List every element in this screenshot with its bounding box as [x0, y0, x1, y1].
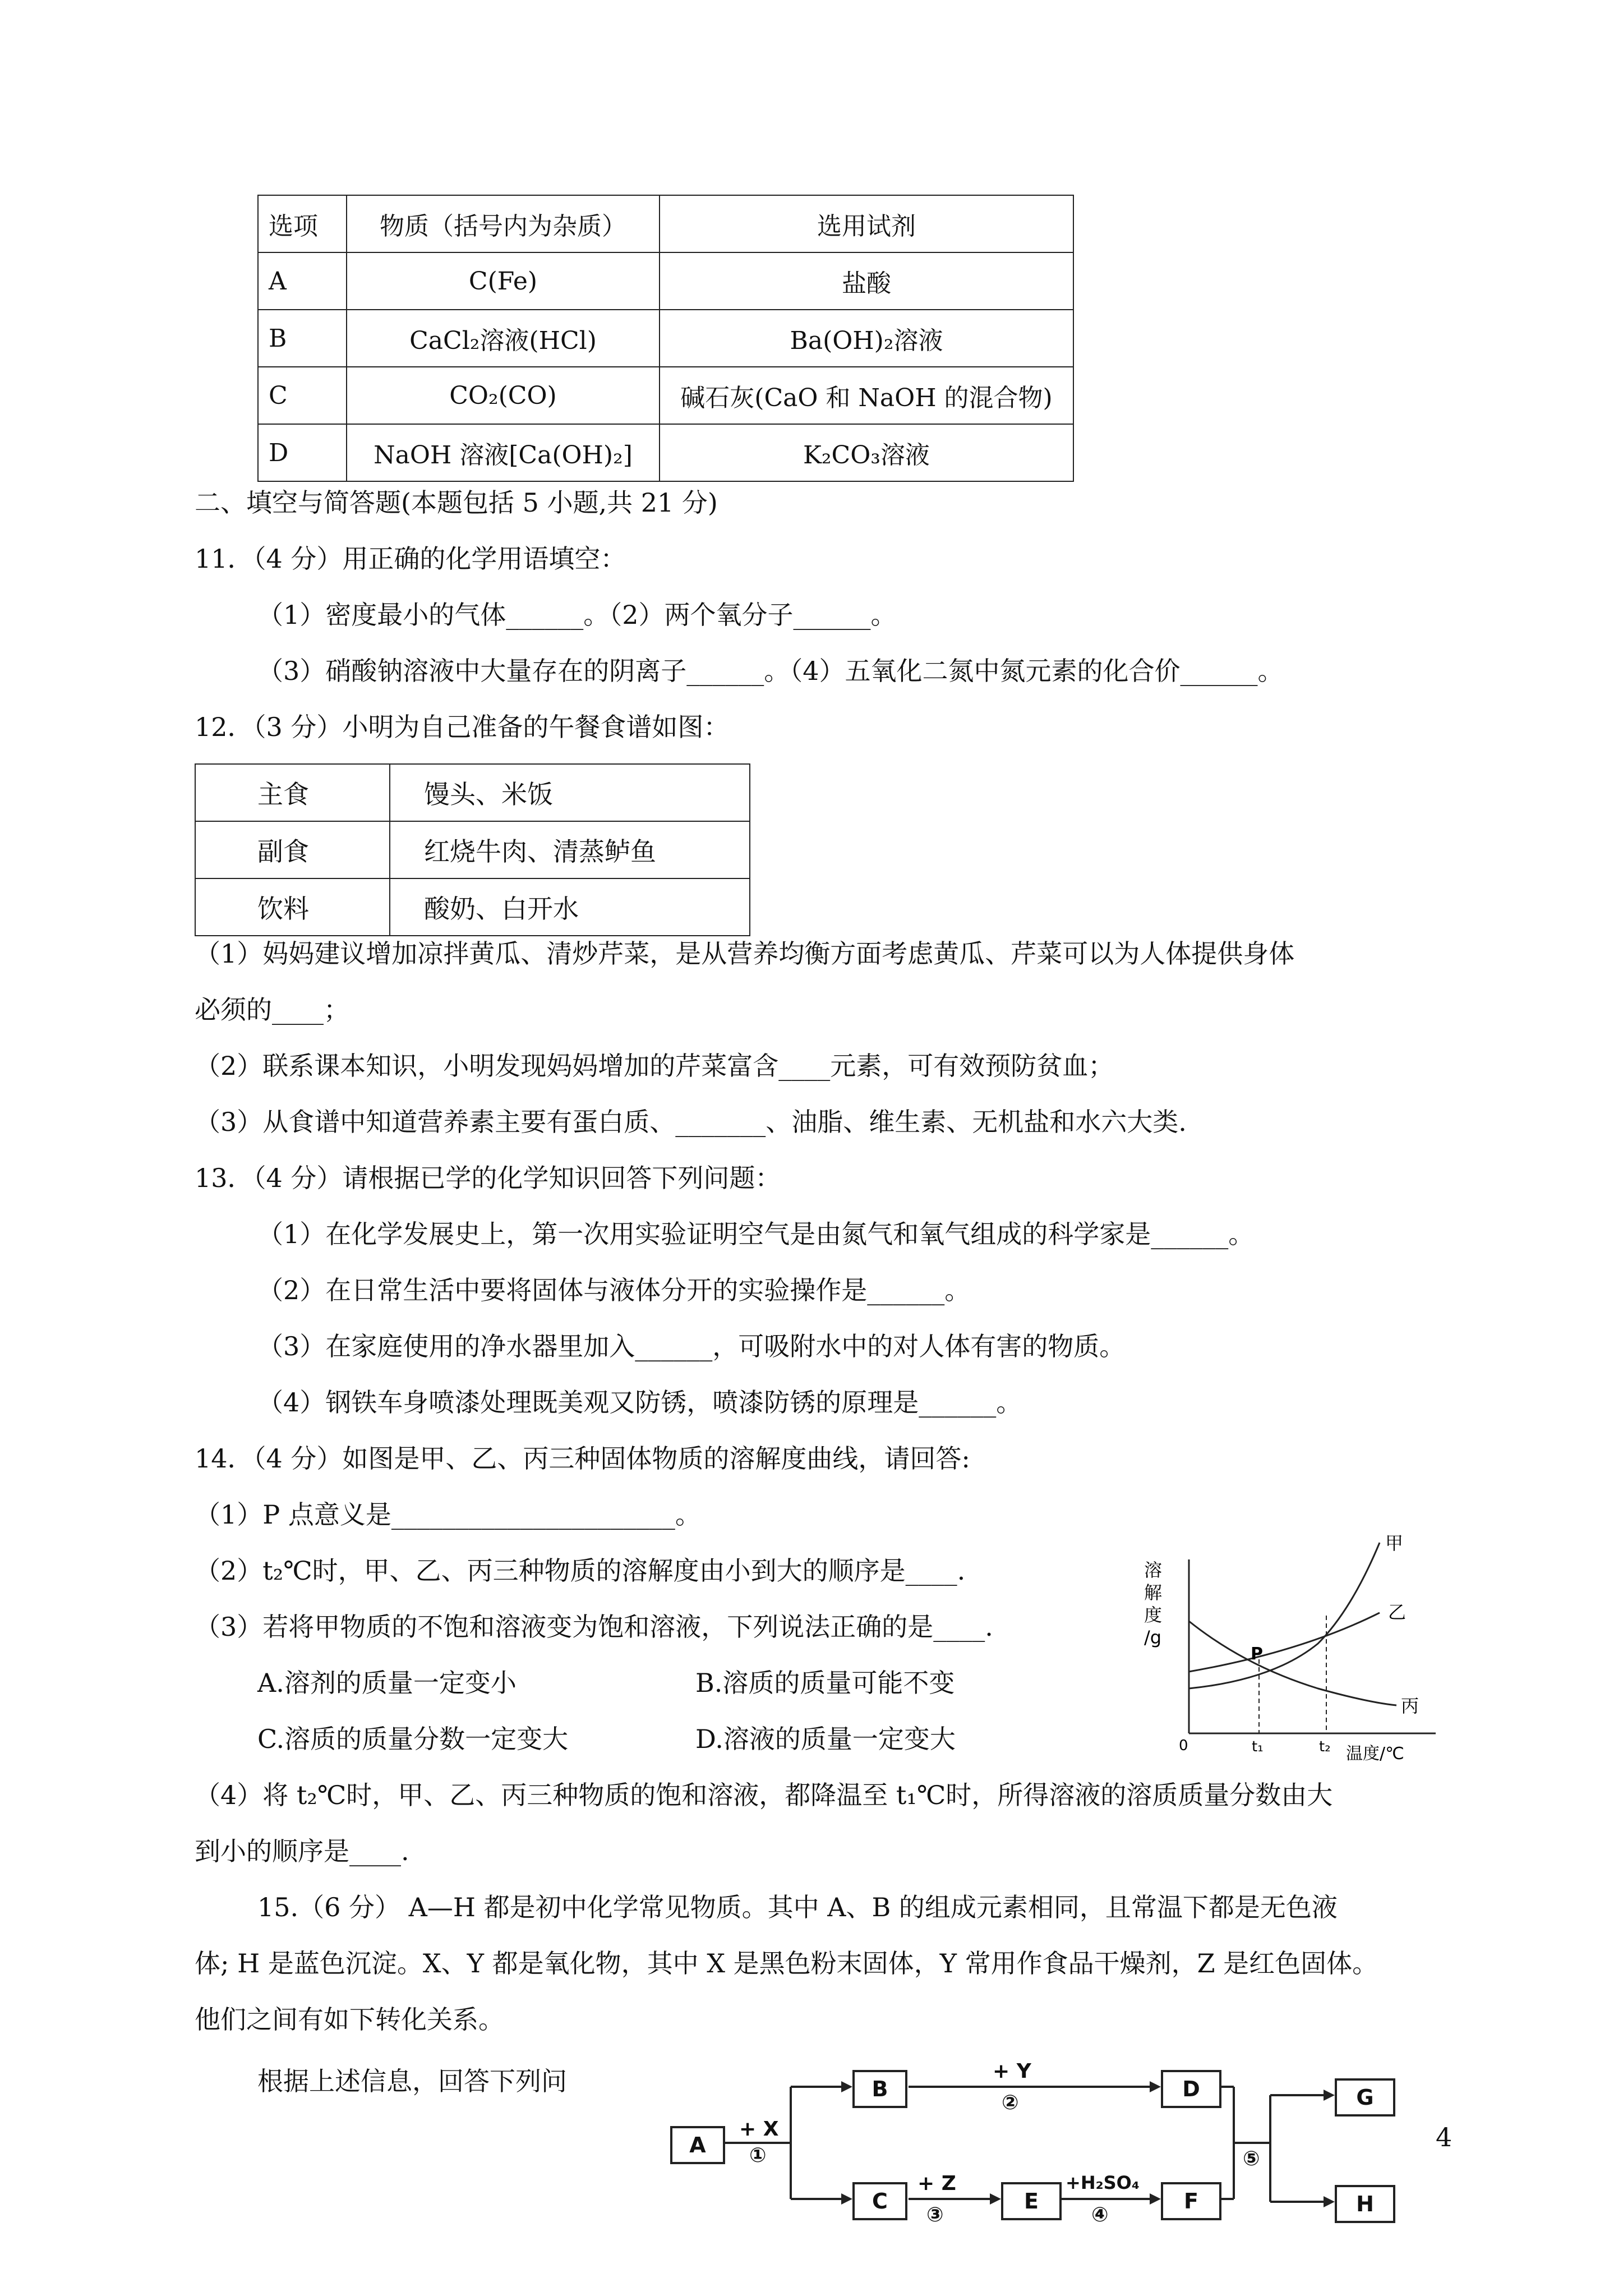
- step-1-label: ①: [749, 2144, 767, 2167]
- y-axis-label: 溶: [1144, 1559, 1163, 1581]
- q13-line: （1）在化学发展史上，第一次用实验证明空气是由氮气和氧气组成的科学家是______。: [257, 1219, 1255, 1249]
- table-cell: CaCl₂溶液(HCl): [347, 310, 660, 367]
- series-label-bing: 丙: [1401, 1695, 1419, 1717]
- table-header-row: [258, 195, 1073, 252]
- label-plus-z: + Z: [917, 2172, 956, 2195]
- node-d: D: [1161, 2070, 1221, 2108]
- table-cell: 馒头、米饭: [390, 764, 750, 821]
- table-cell: C: [258, 367, 347, 424]
- node-f: F: [1161, 2182, 1221, 2220]
- table-cell: Ba(OH)₂溶液: [660, 310, 1073, 367]
- table-row: [195, 764, 750, 821]
- table-cell: 碱石灰(CaO 和 NaOH 的混合物): [660, 367, 1073, 424]
- table-row: [258, 367, 1073, 424]
- node-c: C: [852, 2182, 907, 2220]
- label-plus-y: + Y: [993, 2060, 1031, 2083]
- node-e: E: [1001, 2182, 1062, 2220]
- table-cell: NaOH 溶液[Ca(OH)₂]: [347, 424, 660, 481]
- series-label-jia: 甲: [1385, 1533, 1404, 1554]
- label-plus-h2so4: +H₂SO₄: [1066, 2172, 1140, 2193]
- y-axis-label: /g: [1144, 1627, 1162, 1648]
- series-label-yi: 乙: [1388, 1602, 1407, 1623]
- table-cell: A: [258, 252, 347, 310]
- label-plus-x: + X: [739, 2118, 779, 2141]
- step-5-label: ⑤: [1243, 2147, 1260, 2170]
- table-cell: CO₂(CO): [347, 367, 660, 424]
- solubility-curve-diagram: [1133, 1526, 1447, 1761]
- q13-line: （4）钢铁车身喷漆处理既美观又防锈，喷漆防锈的原理是______。: [257, 1387, 1022, 1418]
- q14-option: A.溶剂的质量一定变小: [257, 1668, 517, 1698]
- t2-tick-label: t₂: [1319, 1738, 1331, 1755]
- q12-line: （3）从食谱中知道营养素主要有蛋白质、_______、油脂、维生素、无机盐和水六大类.: [195, 1107, 1187, 1137]
- table-cell: 酸奶、白开水: [390, 878, 750, 936]
- origin-label: 0: [1179, 1737, 1188, 1754]
- table-row: [258, 310, 1073, 367]
- q11-stem: 11．（4 分）用正确的化学用语填空：: [195, 544, 626, 574]
- q14-stem: 14．（4 分）如图是甲、乙、丙三种固体物质的溶解度曲线，请回答:: [195, 1443, 970, 1474]
- q14-line: 到小的顺序是____.: [195, 1836, 409, 1866]
- q11-line: （1）密度最小的气体______。（2）两个氧分子______。: [257, 600, 897, 630]
- table-cell: K₂CO₃溶液: [660, 424, 1073, 481]
- q15-line: 体; H 是蓝色沉淀。X、Y 都是氧化物，其中 X 是黑色粉末固体，Y 常用作食品干燥剂，Z 是红色固体。: [195, 1948, 1378, 1978]
- q12-line: （1）妈妈建议增加凉拌黄瓜、清炒芹菜，是从营养均衡方面考虑黄瓜、芹菜可以为人体提供身体: [195, 938, 1295, 969]
- q14-line: （1）P 点意义是______________________。: [195, 1499, 701, 1530]
- q14-option: B.溶质的质量可能不变: [695, 1668, 955, 1698]
- table-cell: 饮料: [195, 878, 390, 936]
- reagent-table: [257, 195, 1074, 482]
- table-cell: 红烧牛肉、清蒸鲈鱼: [390, 821, 750, 878]
- table-cell: B: [258, 310, 347, 367]
- step-4-label: ④: [1091, 2203, 1109, 2226]
- node-b: B: [852, 2070, 907, 2108]
- q11-line: （3）硝酸钠溶液中大量存在的阴离子______。（4）五氧化二氮中氮元素的化合价______。: [257, 656, 1284, 686]
- step-3-label: ③: [926, 2203, 944, 2226]
- table-header: 物质（括号内为杂质）: [347, 195, 660, 252]
- q15-line: 他们之间有如下转化关系。: [195, 2004, 504, 2035]
- table-cell: D: [258, 424, 347, 481]
- curve-bing: [1189, 1621, 1396, 1705]
- q14-line: （2）t₂℃时，甲、乙、丙三种物质的溶解度由小到大的顺序是____.: [195, 1556, 966, 1586]
- table-cell: 盐酸: [660, 252, 1073, 310]
- q12-line: 必须的____；: [195, 995, 349, 1025]
- q14-line: （3）若将甲物质的不饱和溶液变为饱和溶液，下列说法正确的是____.: [195, 1612, 993, 1642]
- y-axis-label: 解: [1144, 1582, 1163, 1603]
- table-cell: 副食: [195, 821, 390, 878]
- t1-tick-label: t₁: [1252, 1738, 1264, 1755]
- y-axis-label: 度: [1144, 1604, 1163, 1626]
- table-cell: C(Fe): [347, 252, 660, 310]
- q13-line: （3）在家庭使用的净水器里加入______，可吸附水中的对人体有害的物质。: [257, 1331, 1126, 1361]
- page-number: 4: [1436, 2122, 1453, 2152]
- step-2-label: ②: [1002, 2091, 1019, 2114]
- menu-table: [195, 763, 750, 936]
- q12-line: （2）联系课本知识，小明发现妈妈增加的芹菜富含____元素，可有效预防贫血；: [195, 1051, 1114, 1081]
- table-row: [195, 878, 750, 936]
- q12-stem: 12．（3 分）小明为自己准备的午餐食谱如图：: [195, 712, 730, 742]
- table-row: [258, 424, 1073, 481]
- table-row: [258, 252, 1073, 310]
- table-row: [195, 821, 750, 878]
- q15-line: 15.（6 分） A—H 都是初中化学常见物质。其中 A、B 的组成元素相同，且常温下都是无色液: [257, 1892, 1338, 1922]
- node-h: H: [1335, 2185, 1395, 2223]
- q15-line: 根据上述信息，回答下列问: [257, 2066, 567, 2096]
- point-p-label: P: [1251, 1644, 1263, 1664]
- table-header: 选用试剂: [660, 195, 1073, 252]
- q13-stem: 13．（4 分）请根据已学的化学知识回答下列问题：: [195, 1163, 781, 1193]
- q14-option: D.溶液的质量一定变大: [695, 1724, 956, 1754]
- node-a: A: [670, 2126, 725, 2164]
- node-g: G: [1335, 2078, 1395, 2116]
- table-header: 选项: [258, 195, 347, 252]
- x-axis-label: 温度/℃: [1346, 1744, 1404, 1761]
- q13-line: （2）在日常生活中要将固体与液体分开的实验操作是______。: [257, 1275, 971, 1305]
- section-heading: 二、填空与简答题(本题包括 5 小题,共 21 分): [195, 487, 718, 518]
- q14-line: （4）将 t₂℃时，甲、乙、丙三种物质的饱和溶液，都降温至 t₁℃时，所得溶液的溶质质量分数由大: [195, 1780, 1333, 1810]
- table-cell: 主食: [195, 764, 390, 821]
- q14-option: C.溶质的质量分数一定变大: [257, 1724, 569, 1754]
